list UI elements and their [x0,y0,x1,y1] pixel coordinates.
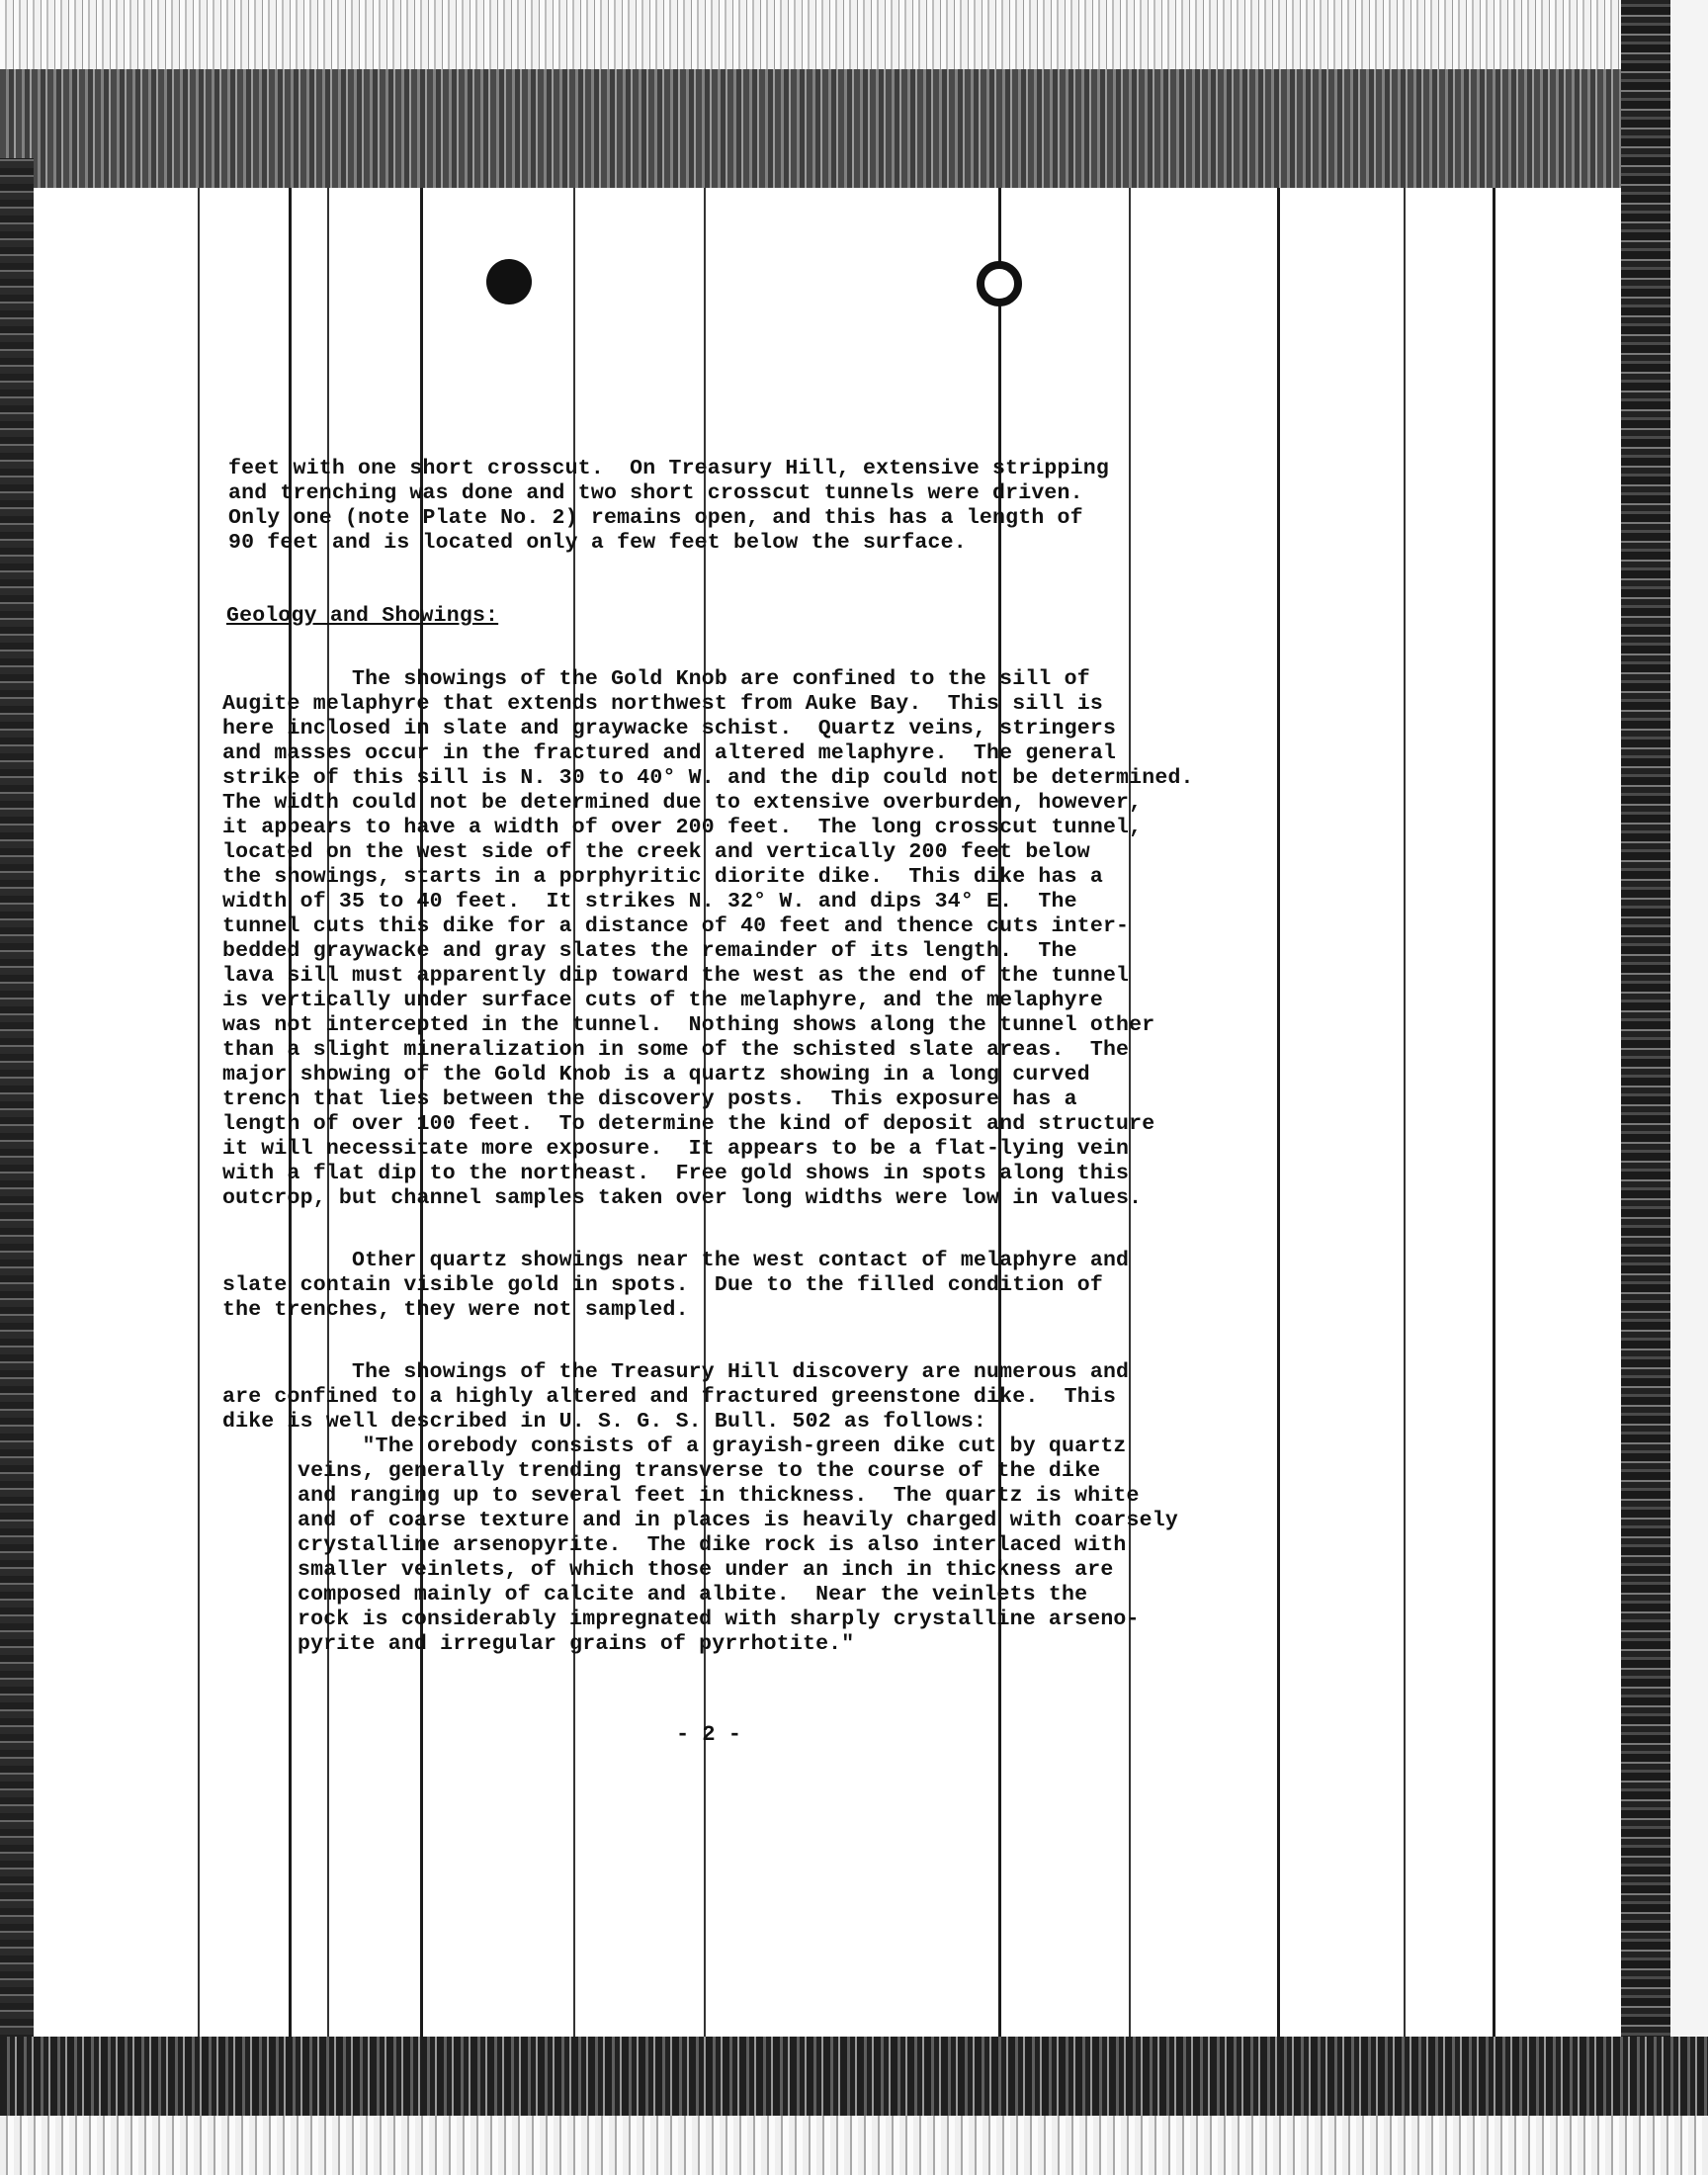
quote-line: veins, generally trending transverse to the course of the dike [298,1459,1101,1483]
text-line: here inclosed in slate and graywacke schist. Quartz veins, stringers [222,717,1117,740]
text-line: located on the west side of the creek and vertically 200 feet below [222,840,1090,864]
text-line: length of over 100 feet. To determine the kind of deposit and structure [222,1112,1155,1136]
text-line: Other quartz showings near the west contact of melaphyre and [222,1249,1130,1272]
text-line: it will necessitate more exposure. It appears to be a flat-lying vein [222,1137,1130,1161]
text-line: the showings, starts in a porphyritic diorite dike. This dike has a [222,865,1103,889]
quote-line: and of coarse texture and in places is heavily charged with coarsely [298,1509,1178,1532]
quote-line: rock is considerably impregnated with sharply crystalline arseno- [298,1608,1140,1631]
text-line: The showings of the Gold Knob are confined to the sill of [222,667,1090,691]
text-line: outcrop, but channel samples taken over long widths were low in values. [222,1186,1143,1210]
text-line: tunnel cuts this dike for a distance of 40 feet and thence cuts inter- [222,914,1130,938]
text-line: than a slight mineralization in some of the schisted slate areas. The [222,1038,1130,1062]
text-line: The showings of the Treasury Hill discovery are numerous and [222,1360,1130,1384]
text-line: The width could not be determined due to extensive overburden, however, [222,791,1143,815]
text-line: width of 35 to 40 feet. It strikes N. 32° W. and dips 34° E. The [222,890,1077,914]
text-line: lava sill must apparently dip toward the west as the end of the tunnel [222,964,1130,988]
text-line: trench that lies between the discovery posts. This exposure has a [222,1088,1077,1111]
section-heading: Geology and Showings: [226,604,499,628]
page-number: - 2 - [676,1722,742,1747]
text-line: and trenching was done and two short crosscut tunnels were driven. [228,481,1083,505]
text-line: is vertically under surface cuts of the melaphyre, and the melaphyre [222,989,1103,1012]
quote-line: smaller veinlets, of which those under an inch in thickness are [298,1558,1114,1582]
quote-line: and ranging up to several feet in thickness. The quartz is white [298,1484,1140,1508]
text-line: the trenches, they were not sampled. [222,1298,689,1322]
text-line: are confined to a highly altered and fractured greenstone dike. This [222,1385,1117,1409]
quote-line: composed mainly of calcite and albite. Near the veinlets the [298,1583,1088,1607]
text-line: Augite melaphyre that extends northwest from Auke Bay. This sill is [222,692,1103,716]
text-line: Only one (note Plate No. 2) remains open, and this has a length of [228,506,1083,530]
text-line: was not intercepted in the tunnel. Nothing shows along the tunnel other [222,1013,1155,1037]
text-line: and masses occur in the fractured and altered melaphyre. The general [222,741,1117,765]
text-line: 90 feet and is located only a few feet below the surface. [228,531,967,555]
text-line: bedded graywacke and gray slates the remainder of its length. The [222,939,1077,963]
text-line: major showing of the Gold Knob is a quartz showing in a long curved [222,1063,1090,1087]
quote-line: pyrite and irregular grains of pyrrhotite." [298,1632,855,1656]
quote-line: crystalline arsenopyrite. The dike rock is also interlaced with [298,1533,1127,1557]
quote-line: "The orebody consists of a grayish-green dike cut by quartz [298,1435,1127,1458]
text-line: feet with one short crosscut. On Treasury Hill, extensive stripping [228,457,1109,480]
text-line: slate contain visible gold in spots. Due to the filled condition of [222,1273,1103,1297]
text-line: with a flat dip to the northeast. Free gold shows in spots along this [222,1162,1130,1185]
text-line: strike of this sill is N. 30 to 40° W. and the dip could not be determined. [222,766,1194,790]
text-line: it appears to have a width of over 200 feet. The long crosscut tunnel, [222,816,1143,839]
text-line: dike is well described in U. S. G. S. Bull. 502 as follows: [222,1410,987,1434]
